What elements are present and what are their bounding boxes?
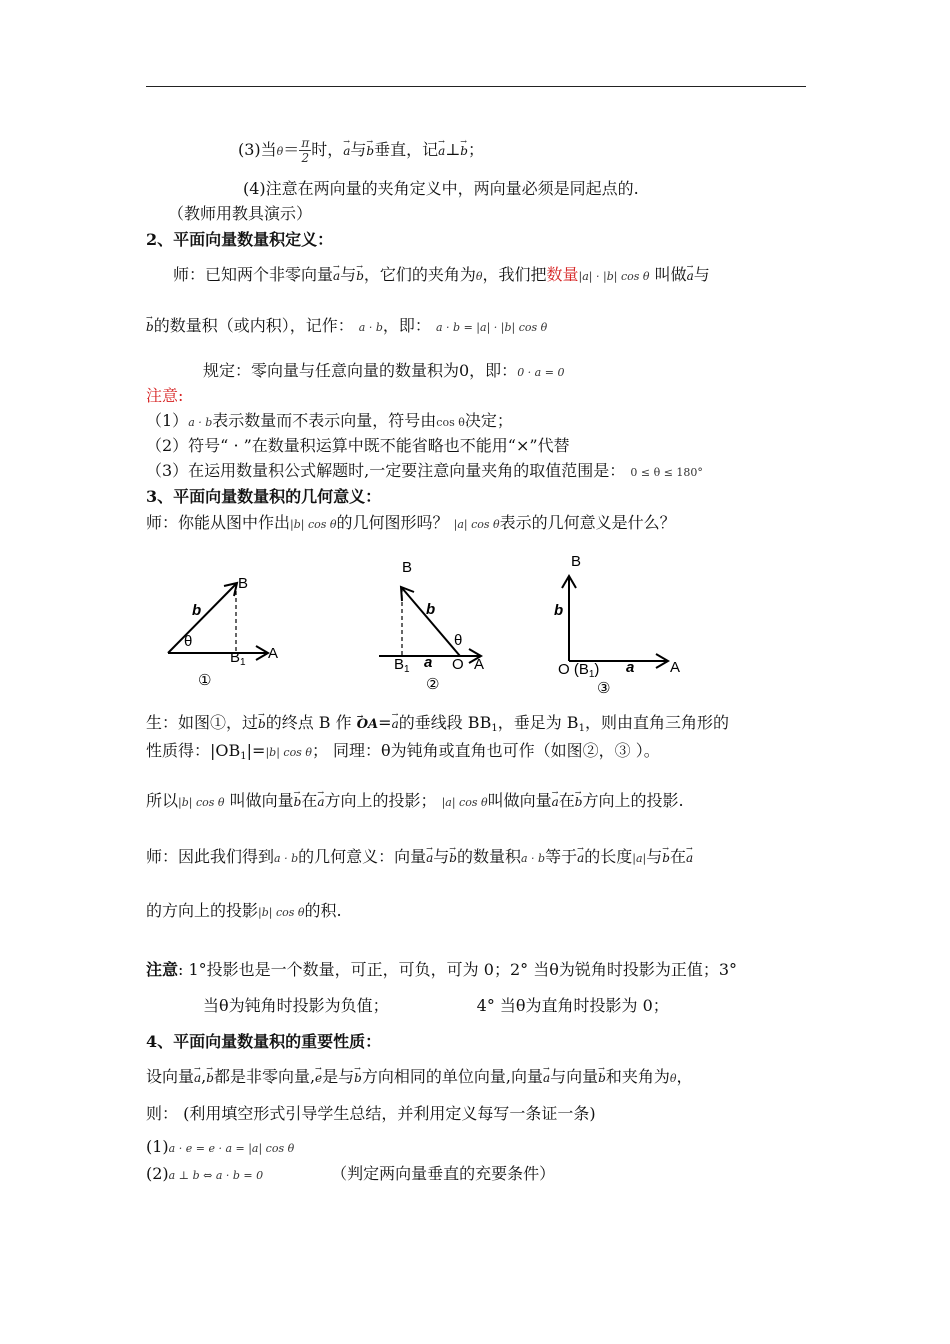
header-rule <box>146 86 806 87</box>
section3-question: 师：你能从图中作出|b| cos θ的几何图形吗？ |a| cos θ表示的几何意义是什么？ <box>146 513 676 532</box>
figure-2 <box>379 559 484 693</box>
fig2-label-B: B <box>402 559 413 576</box>
section2-para1: 师：已知两个非零向量→ a与→ b，它们的夹角为θ，我们把数量|a| · |b| cos θ 叫做→ a与 <box>173 264 710 288</box>
fig3-label-A: A <box>670 659 681 676</box>
section2-rule: 规定：零向量与任意向量的数量积为0，即：0 · a = 0 <box>203 361 565 380</box>
section4-heading: 4、平面向量数量积的重要性质： <box>146 1032 382 1051</box>
fig3-caption: ③ <box>597 680 611 697</box>
fig1-label-B1: $B_1$ <box>230 649 246 668</box>
figure-3 <box>554 553 680 697</box>
student-line-1: 生：如图①，过→ b的终点 B 作 → OA=→ a的垂线段 $BB_1$，垂足为 $B_1$，则由直角三角形的 <box>146 712 729 740</box>
section4-line-2: 则： (利用填空形式引导学生总结，并利用定义每写一条证一条) <box>146 1104 596 1123</box>
note-3: （3）在运用数量积公式解题时,一定要注意向量夹角的取值范围是： 0 ≤ θ ≤ 180° <box>146 461 703 480</box>
fig2-label-O: O <box>452 656 464 673</box>
teacher-summary-2: 的方向上的投影|b| cos θ的积. <box>146 901 342 920</box>
projection-figures <box>146 548 706 708</box>
section4-line-1: 设向量→ a,→ b都是非零向量,→ e是与→ b方向相同的单位向量,向量→ a与向量→ b和夹角为θ， <box>146 1066 692 1090</box>
projection-note-2: 当θ为钝角时投影为负值； 4° 当θ为直角时投影为 0； <box>203 996 669 1015</box>
figure-1 <box>168 575 278 689</box>
property-1: (1)a · e = e · a = |a| cos θ <box>146 1137 295 1156</box>
section3-heading: 3、平面向量数量积的几何意义： <box>146 487 382 506</box>
fig1-label-theta: θ <box>184 633 193 650</box>
fig2-label-a: a <box>424 654 433 671</box>
fig2-label-A: A <box>474 656 485 673</box>
fig3-label-b: b <box>554 602 564 619</box>
student-line-2: 性质得：$|OB_1|=|b|$ cos θ； 同理：θ为钝角或直角也可作（如图②，③ ）。 <box>146 741 660 762</box>
notes-title: 注意: <box>146 386 184 405</box>
teacher-summary-1: 师：因此我们得到a · b的几何意义：向量→ a与→ b的数量积a · b等于→ a的长度|a|与→ b在→ a <box>146 846 693 870</box>
item-4: (4)注意在两向量的夹角定义中，两向量必须是同起点的. <box>243 179 639 198</box>
note-1: （1）a · b表示数量而不表示向量，符号由cos θ决定； <box>146 411 513 430</box>
student-line-3: 所以|b| cos θ 叫做向量→ b在→ a方向上的投影； |a| cos θ叫做向量→ a在→ b方向上的投影. <box>146 790 684 814</box>
note-2: （2）符号“ · ”在数量积运算中既不能省略也不能用“×”代替 <box>146 436 570 455</box>
section2-heading: 2、平面向量数量积定义： <box>146 230 334 249</box>
fig1-label-A: A <box>268 645 279 662</box>
item-3: (3)当θ＝ $\frac{\pi}{2}$ 时，→ a与→ b垂直，记→ a⊥→ b； <box>238 136 484 165</box>
fig3-label-B: B <box>571 553 582 570</box>
section2-para2: → b的数量积（或内积），记作： a · b，即： a · b = |a| · |b| cos θ <box>146 315 547 339</box>
fig1-label-b: b <box>192 602 202 619</box>
fig2-label-B1: $B_1$ <box>394 656 410 675</box>
teacher-demo: （教师用教具演示） <box>168 204 313 223</box>
projection-note-1: 注意: 1°投影也是一个数量，可正，可负，可为 0；2° 当θ为锐角时投影为正值；3° <box>146 960 738 979</box>
fig3-label-O-B1: O $(B_1)$ <box>558 661 600 680</box>
fig2-label-b: b <box>426 601 436 618</box>
fig1-label-B: B <box>238 575 249 592</box>
property-2: (2)a ⊥ b ⇔ a · b = 0 （判定两向量垂直的充要条件） <box>146 1164 556 1183</box>
fig3-label-a: a <box>626 659 635 676</box>
fig2-caption: ② <box>426 676 440 693</box>
fig2-label-theta: θ <box>454 632 463 649</box>
fig1-caption: ① <box>198 672 212 689</box>
